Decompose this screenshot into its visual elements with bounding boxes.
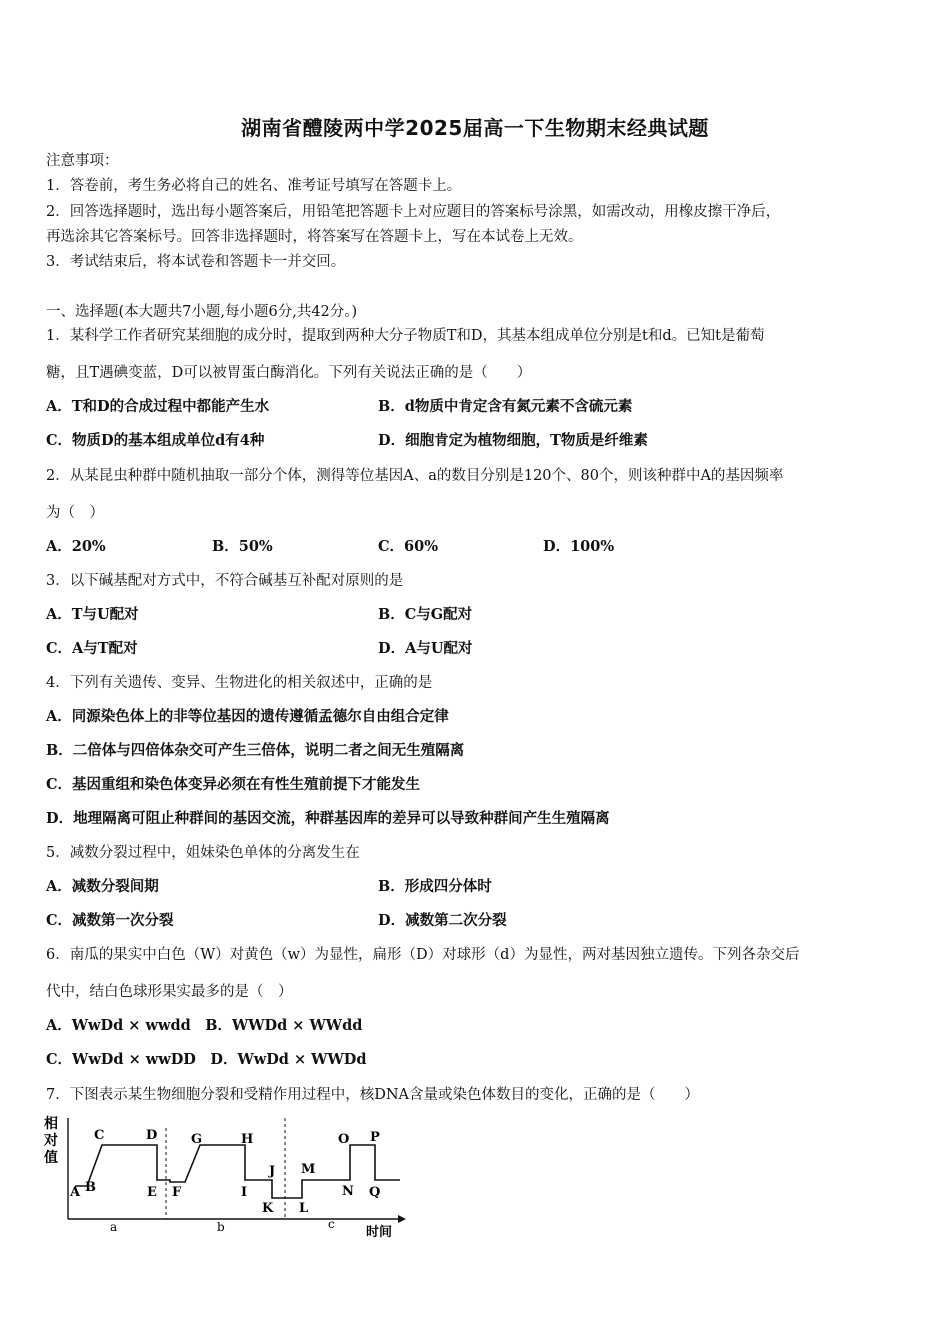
point-label: J: [269, 1164, 276, 1179]
question-3-option-d: D．A与U配对: [378, 640, 473, 657]
question-2-option-c: C．60%: [378, 538, 438, 555]
question-6-stem: 代中，结白色球形果实最多的是（ ）: [46, 984, 293, 1000]
question-2-option-d: D．100%: [543, 538, 615, 555]
point-label: C: [94, 1128, 105, 1143]
question-5-option-a: A．减数分裂间期: [46, 878, 159, 895]
question-1-option-d: D．细胞肯定为植物细胞，T物质是纤维素: [378, 432, 648, 449]
notice-item: 再选涂其它答案标号。回答非选择题时，将答案写在答题卡上，写在本试卷上无效。: [46, 229, 583, 245]
segment-label: b: [217, 1220, 225, 1234]
question-5-option-c: C．减数第一次分裂: [46, 912, 174, 929]
x-axis-label: 时间: [366, 1225, 393, 1240]
question-4-stem: 4．下列有关遗传、变异、生物进化的相关叙述中，正确的是: [46, 675, 433, 691]
question-3-stem: 3．以下碱基配对方式中，不符合碱基互补配对原则的是: [46, 573, 404, 589]
notice-item: 2．回答选择题时，选出每小题答案后，用铅笔把答题卡上对应题目的答案标号涂黑，如需改动，用橡皮擦干净后，: [46, 204, 781, 220]
question-2-option-b: B．50%: [212, 538, 273, 555]
point-label: D: [146, 1128, 158, 1143]
segment-label: a: [110, 1220, 118, 1234]
question-3-option-b: B．C与G配对: [378, 606, 473, 623]
question-1-option-b: B．d物质中肯定含有氮元素不含硫元素: [378, 398, 633, 415]
question-4-option-b: B．二倍体与四倍体杂交可产生三倍体，说明二者之间无生殖隔离: [46, 742, 465, 759]
point-label: B: [85, 1180, 96, 1195]
question-5-option-d: D．减数第二次分裂: [378, 912, 507, 929]
question-2-stem: 为（ ）: [46, 505, 104, 521]
question-5-stem: 5．减数分裂过程中，姐妹染色单体的分离发生在: [46, 845, 360, 861]
point-label: L: [299, 1201, 309, 1216]
question-1-option-c: C．物质D的基本组成单位d有4种: [46, 432, 265, 449]
notice-item: 1．答卷前，考生务必将自己的姓名、准考证号填写在答题卡上。: [46, 178, 462, 194]
x-axis-arrow-icon: [398, 1215, 406, 1223]
point-label: F: [172, 1185, 182, 1200]
point-label: O: [338, 1132, 350, 1147]
segment-label: c: [328, 1217, 335, 1231]
point-label: K: [262, 1201, 274, 1216]
point-label: Q: [369, 1185, 381, 1200]
notice-item: 3．考试结束后，将本试卷和答题卡一并交回。: [46, 254, 346, 270]
y-label-char: 相: [44, 1116, 58, 1132]
point-label: E: [147, 1185, 157, 1200]
question-1-option-a: A．T和D的合成过程中都能产生水: [46, 398, 270, 415]
dna-change-figure: [40, 1112, 420, 1247]
y-label-char: 对: [44, 1133, 58, 1149]
question-6-options-cd: C．WwDd × wwDD D．WwDd × WWDd: [46, 1051, 367, 1068]
point-label: A: [70, 1185, 81, 1200]
section-heading: 一、选择题(本大题共7小题,每小题6分,共42分。): [46, 304, 358, 320]
point-label: G: [191, 1132, 203, 1147]
notice-heading: 注意事项：: [46, 153, 119, 169]
question-4-option-d: D．地理隔离可阻止种群间的基因交流，种群基因库的差异可以导致种群间产生生殖隔离: [46, 810, 610, 827]
question-5-option-b: B．形成四分体时: [378, 878, 492, 895]
question-6-options-ab: A．WwDd × wwdd B．WWDd × WWdd: [46, 1017, 363, 1034]
point-label: I: [241, 1185, 248, 1200]
question-2-option-a: A．20%: [46, 538, 106, 555]
point-label: N: [342, 1184, 354, 1199]
question-6-stem: 6．南瓜的果实中白色（W）对黄色（w）为显性，扁形（D）对球形（d）为显性，两对基因独立遗传。下列各杂交后: [46, 947, 800, 963]
page-title: 湖南省醴陵两中学2025届高一下生物期末经典试题: [241, 116, 709, 140]
question-4-option-c: C．基因重组和染色体变异必须在有性生殖前提下才能发生: [46, 776, 421, 793]
question-7-stem: 7．下图表示某生物细胞分裂和受精作用过程中，核DNA含量或染色体数目的变化，正确的是（ ）: [46, 1087, 700, 1103]
question-3-option-a: A．T与U配对: [46, 606, 139, 623]
question-4-option-a: A．同源染色体上的非等位基因的遗传遵循孟德尔自由组合定律: [46, 708, 449, 725]
point-label: H: [241, 1132, 254, 1147]
question-3-option-c: C．A与T配对: [46, 640, 138, 657]
point-label: M: [301, 1162, 316, 1177]
question-2-stem: 2．从某昆虫种群中随机抽取一部分个体，测得等位基因A、a的数目分别是120个、80个，则该种群中A的基因频率: [46, 468, 784, 484]
question-1-stem: 1．某科学工作者研究某细胞的成分时，提取到两种大分子物质T和D，其基本组成单位分别是t和d。已知t是葡萄: [46, 328, 765, 344]
question-1-stem: 糖，且T遇碘变蓝，D可以被胃蛋白酶消化。下列有关说法正确的是（ ）: [46, 365, 532, 381]
y-label-char: 值: [44, 1150, 58, 1166]
point-label: P: [370, 1130, 380, 1145]
